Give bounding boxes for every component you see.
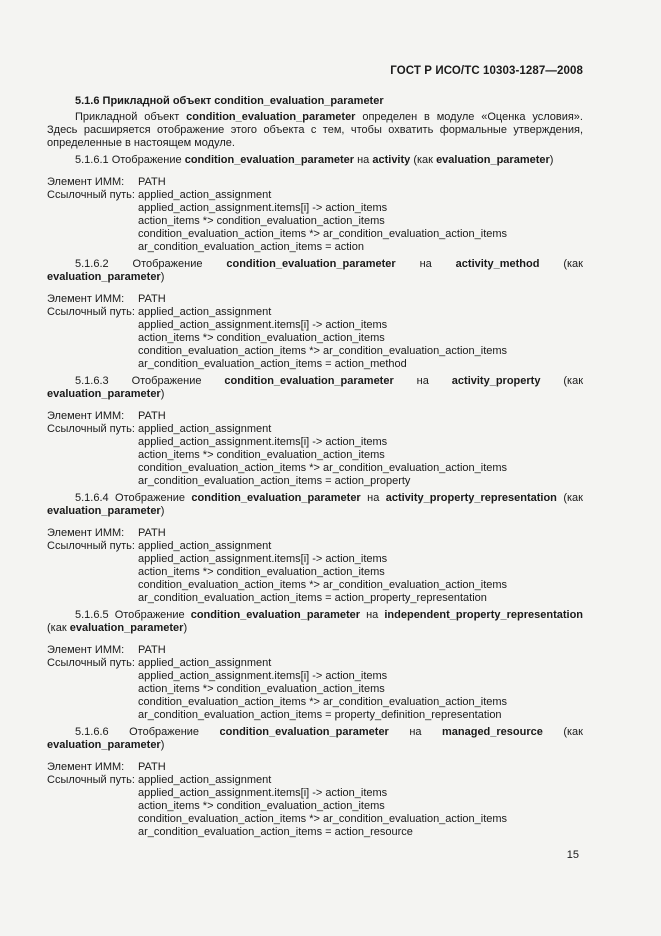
element-row xyxy=(47,176,583,189)
section-number: 5.1.6.3 xyxy=(75,375,109,387)
element-label: Элемент ИММ: xyxy=(47,293,125,305)
heading-number: 5.1.6 xyxy=(75,95,100,107)
mapping-heading xyxy=(47,154,583,167)
element-row xyxy=(47,644,583,657)
mapping-close: ) xyxy=(160,505,165,517)
intro-paragraph xyxy=(47,111,583,150)
ref-path-row xyxy=(47,540,583,553)
path-line: applied_action_assignment.items[i] -> action_items xyxy=(138,436,388,448)
element-value: PATH xyxy=(138,293,166,305)
mapping-target: independent_property_representation xyxy=(384,609,584,621)
path-line: ar_condition_evaluation_action_items = action_method xyxy=(138,358,407,370)
element-label: Элемент ИММ: xyxy=(47,761,125,773)
section-number: 5.1.6.4 xyxy=(75,492,109,504)
mapping-as-param: evaluation_parameter xyxy=(47,271,161,283)
mapping-word: Отображение xyxy=(111,154,182,166)
document-header: ГОСТ Р ИСО/ТС 10303-1287—2008 xyxy=(390,65,583,77)
element-value: PATH xyxy=(138,176,166,188)
path-line: applied_action_assignment xyxy=(138,306,272,318)
mapping-word: Отображение xyxy=(132,258,203,270)
mapping-target: activity_property xyxy=(451,375,541,387)
element-value: PATH xyxy=(138,527,166,539)
mapping-close: ) xyxy=(160,739,165,751)
mapping-on: на xyxy=(416,375,429,387)
ref-path-label: Ссылочный путь: xyxy=(47,540,135,552)
mapping-as-param: evaluation_parameter xyxy=(47,388,161,400)
mapping-word: Отображение xyxy=(115,492,185,504)
element-row xyxy=(47,527,583,540)
mapping-word: Отображение xyxy=(129,726,200,738)
ref-path-label: Ссылочный путь: xyxy=(47,657,135,669)
mapping-target: managed_resource xyxy=(441,726,543,738)
mapping-param: condition_evaluation_parameter xyxy=(219,726,389,738)
mapping-as-param: evaluation_parameter xyxy=(47,739,161,751)
ref-path-row xyxy=(47,774,583,787)
mapping-on: на xyxy=(419,258,432,270)
path-line: condition_evaluation_action_items *> ar_condition_evaluation_action_items xyxy=(138,462,508,474)
ref-path-row xyxy=(47,306,583,319)
path-line: condition_evaluation_action_items *> ar_condition_evaluation_action_items xyxy=(138,696,508,708)
mapping-word: Отображение xyxy=(131,375,202,387)
section-heading xyxy=(47,95,583,108)
path-line: action_items *> condition_evaluation_action_items xyxy=(138,800,385,812)
mapping-on: на xyxy=(367,492,380,504)
path-line: ar_condition_evaluation_action_items = action_resource xyxy=(138,826,413,838)
intro-object: condition_evaluation_parameter xyxy=(186,111,356,123)
mapping-as: (как xyxy=(563,726,583,738)
path-line: action_items *> condition_evaluation_action_items xyxy=(138,683,385,695)
path-line: action_items *> condition_evaluation_action_items xyxy=(138,566,385,578)
element-value: PATH xyxy=(138,410,166,422)
mapping-target: activity xyxy=(372,154,411,166)
path-line: applied_action_assignment.items[i] -> action_items xyxy=(138,787,388,799)
section-number: 5.1.6.2 xyxy=(75,258,109,270)
element-label: Элемент ИММ: xyxy=(47,410,125,422)
heading-object: condition_evaluation_parameter xyxy=(214,95,384,107)
mapping-target: activity_method xyxy=(455,258,540,270)
element-row xyxy=(47,410,583,423)
mapping-section xyxy=(47,492,583,605)
mapping-on: на xyxy=(366,609,379,621)
section-number: 5.1.6.5 xyxy=(75,609,109,621)
path-line: ar_condition_evaluation_action_items = action xyxy=(138,241,364,253)
path-line: condition_evaluation_action_items *> ar_condition_evaluation_action_items xyxy=(138,345,508,357)
mapping-target: activity_property_representation xyxy=(385,492,557,504)
element-value: PATH xyxy=(138,644,166,656)
element-row xyxy=(47,761,583,774)
mapping-section xyxy=(47,609,583,722)
mapping-param: condition_evaluation_parameter xyxy=(226,258,396,270)
ref-path-label: Ссылочный путь: xyxy=(47,774,135,786)
mapping-as: (как xyxy=(413,154,433,166)
heading-prefix: Прикладной объект xyxy=(102,95,212,107)
mapping-as: (как xyxy=(563,492,583,504)
mapping-param: condition_evaluation_parameter xyxy=(224,375,394,387)
ref-path-label: Ссылочный путь: xyxy=(47,423,135,435)
element-value: PATH xyxy=(138,761,166,773)
element-row xyxy=(47,293,583,306)
path-line: action_items *> condition_evaluation_action_items xyxy=(138,215,385,227)
path-line: applied_action_assignment xyxy=(138,774,272,786)
mapping-close: ) xyxy=(549,154,554,166)
path-line: applied_action_assignment.items[i] -> action_items xyxy=(138,202,388,214)
element-label: Элемент ИММ: xyxy=(47,527,125,539)
mapping-heading xyxy=(47,492,583,518)
mapping-on: на xyxy=(357,154,370,166)
intro-text-2: определен в модуле «Оценка условия». Здесь расширяется отображение этого объекта с тем, чтобы охватить формальные утверждения, определенные в настоящем модуле. xyxy=(47,111,583,149)
path-line: ar_condition_evaluation_action_items = action_property_representation xyxy=(138,592,487,604)
mapping-heading xyxy=(47,258,583,284)
element-label: Элемент ИММ: xyxy=(47,644,125,656)
path-line: applied_action_assignment.items[i] -> action_items xyxy=(138,319,388,331)
mapping-sections xyxy=(47,154,583,839)
path-line: applied_action_assignment xyxy=(138,423,272,435)
path-line: applied_action_assignment xyxy=(138,657,272,669)
mapping-on: на xyxy=(409,726,422,738)
mapping-heading xyxy=(47,375,583,401)
page-number: 15 xyxy=(566,849,579,861)
path-line: action_items *> condition_evaluation_action_items xyxy=(138,449,385,461)
path-line: applied_action_assignment.items[i] -> action_items xyxy=(138,670,388,682)
mapping-param: condition_evaluation_parameter xyxy=(184,154,355,166)
mapping-section xyxy=(47,726,583,839)
mapping-heading xyxy=(47,609,583,635)
mapping-close: ) xyxy=(160,388,165,400)
path-line: condition_evaluation_action_items *> ar_condition_evaluation_action_items xyxy=(138,228,508,240)
mapping-word: Отображение xyxy=(114,609,185,621)
path-line: applied_action_assignment xyxy=(138,189,272,201)
path-line: applied_action_assignment.items[i] -> action_items xyxy=(138,553,388,565)
path-line: ar_condition_evaluation_action_items = property_definition_representation xyxy=(138,709,502,721)
mapping-close: ) xyxy=(183,622,188,634)
mapping-as: (как xyxy=(47,622,67,634)
content xyxy=(47,95,583,839)
mapping-close: ) xyxy=(160,271,165,283)
section-number: 5.1.6.6 xyxy=(75,726,109,738)
ref-path-label: Ссылочный путь: xyxy=(47,189,135,201)
intro-text-1: Прикладной объект xyxy=(75,111,180,123)
section-number: 5.1.6.1 xyxy=(75,154,109,166)
ref-path-row xyxy=(47,657,583,670)
path-line: applied_action_assignment xyxy=(138,540,272,552)
mapping-as: (как xyxy=(563,375,584,387)
path-line: condition_evaluation_action_items *> ar_condition_evaluation_action_items xyxy=(138,813,508,825)
path-line: ar_condition_evaluation_action_items = action_property xyxy=(138,475,411,487)
ref-path-row xyxy=(47,189,583,202)
ref-path-label: Ссылочный путь: xyxy=(47,306,135,318)
mapping-section xyxy=(47,375,583,488)
mapping-as: (как xyxy=(563,258,583,270)
path-line: action_items *> condition_evaluation_action_items xyxy=(138,332,385,344)
mapping-param: condition_evaluation_parameter xyxy=(191,492,361,504)
element-label: Элемент ИММ: xyxy=(47,176,125,188)
mapping-as-param: evaluation_parameter xyxy=(47,505,161,517)
ref-path-row xyxy=(47,423,583,436)
mapping-heading xyxy=(47,726,583,752)
mapping-as-param: evaluation_parameter xyxy=(436,154,550,166)
mapping-param: condition_evaluation_parameter xyxy=(190,609,361,621)
mapping-as-param: evaluation_parameter xyxy=(69,622,184,634)
path-line: condition_evaluation_action_items *> ar_condition_evaluation_action_items xyxy=(138,579,508,591)
mapping-section xyxy=(47,154,583,254)
mapping-section xyxy=(47,258,583,371)
